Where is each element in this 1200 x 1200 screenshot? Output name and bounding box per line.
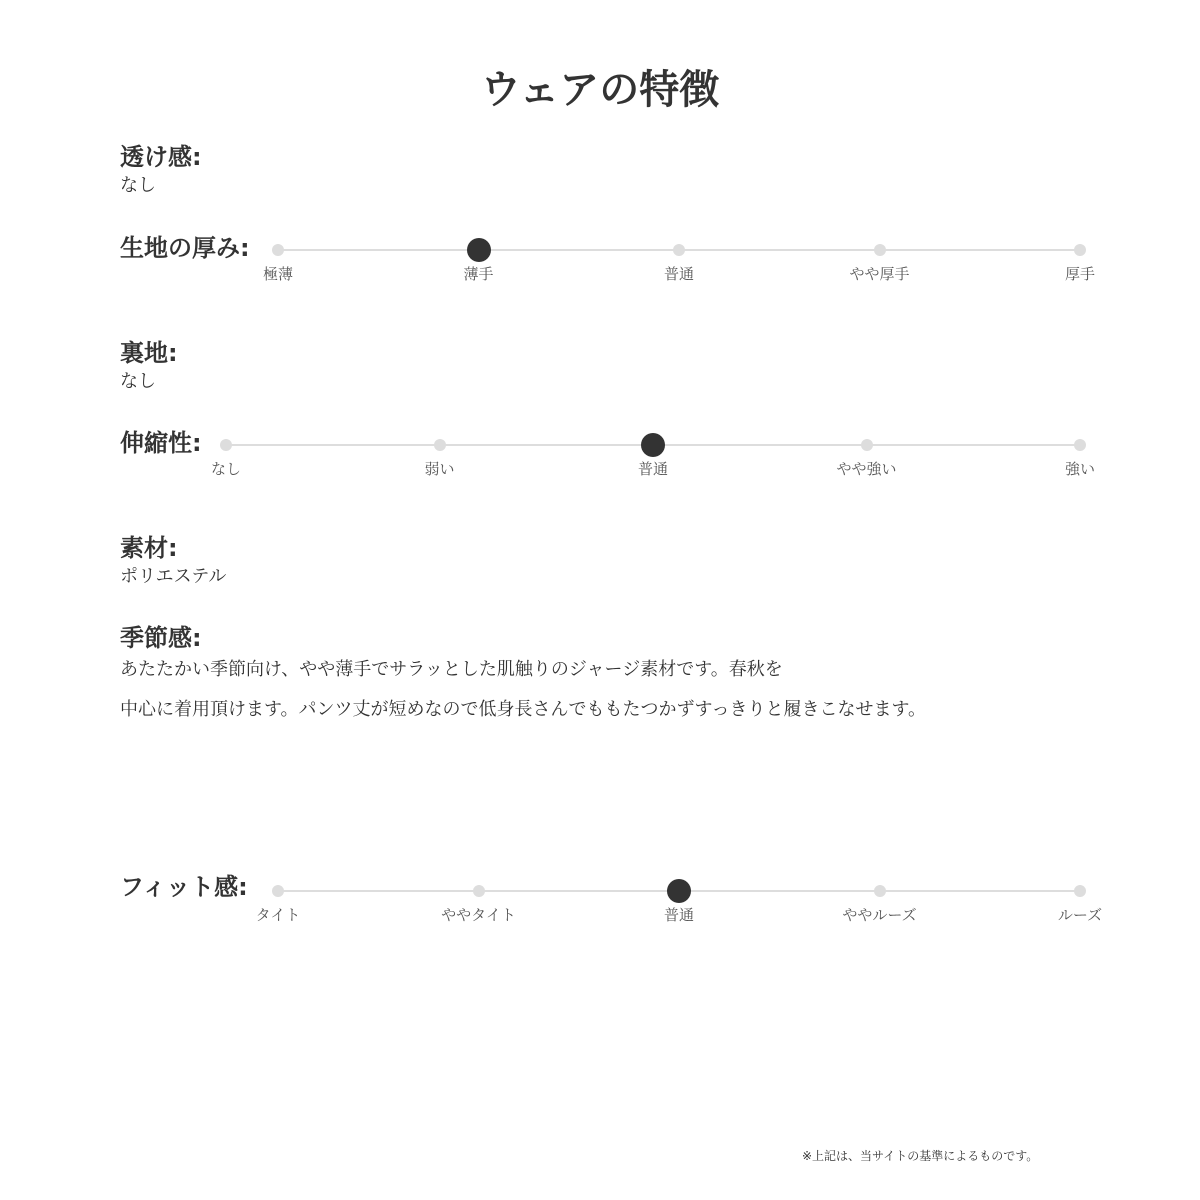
fit-scale bbox=[255, 882, 1103, 932]
material-value: ポリエステル bbox=[120, 566, 227, 587]
season-label: 季節感: bbox=[120, 624, 202, 652]
thickness-label: 生地の厚み: bbox=[120, 234, 250, 262]
season-line: あたたかい季節向け、やや薄手でサラッとした肌触りのジャージ素材です。春秋を bbox=[120, 659, 783, 680]
scale-dot bbox=[874, 885, 886, 897]
scale-dot bbox=[1074, 439, 1086, 451]
lining-label: 裏地: bbox=[120, 339, 178, 367]
season-description bbox=[120, 650, 926, 730]
scale-dot bbox=[673, 244, 685, 256]
scale-option-label: 普通 bbox=[663, 265, 695, 283]
scale-option-label: 強い bbox=[1064, 460, 1096, 478]
fit-label: フィット感: bbox=[120, 873, 248, 901]
scale-option-label: やや強い bbox=[836, 460, 897, 478]
stretch-scale bbox=[210, 436, 1096, 486]
scale-dot bbox=[220, 439, 232, 451]
thickness-scale bbox=[262, 241, 1096, 291]
scale-option-label: ややルーズ bbox=[842, 906, 917, 924]
transparency-label: 透け感: bbox=[120, 143, 202, 171]
footnote: ※上記は、当サイトの基準によるものです。 bbox=[802, 1149, 1039, 1163]
scale-option-label: 極薄 bbox=[262, 265, 294, 283]
scale-dot bbox=[861, 439, 873, 451]
scale-option-label: 弱い bbox=[424, 460, 455, 478]
scale-option-label: 薄手 bbox=[463, 265, 494, 283]
transparency-value: なし bbox=[120, 175, 156, 196]
scale-option-label: ルーズ bbox=[1057, 906, 1103, 924]
scale-dot-selected bbox=[641, 433, 665, 457]
scale-dot bbox=[473, 885, 485, 897]
scale-option-label: 普通 bbox=[663, 906, 695, 924]
scale-dot bbox=[434, 439, 446, 451]
scale-option-label: タイト bbox=[255, 906, 301, 924]
scale-dot bbox=[272, 885, 284, 897]
stretch-label: 伸縮性: bbox=[120, 429, 202, 457]
scale-dot bbox=[874, 244, 886, 256]
material-label: 素材: bbox=[120, 534, 178, 562]
scale-option-label: やや厚手 bbox=[849, 265, 910, 283]
scale-dot-selected bbox=[467, 238, 491, 262]
scale-option-label: なし bbox=[210, 460, 242, 478]
scale-dot-selected bbox=[667, 879, 691, 903]
scale-dot bbox=[1074, 885, 1086, 897]
scale-option-label: ややタイト bbox=[441, 906, 516, 924]
scale-dot bbox=[272, 244, 284, 256]
page-title: ウェアの特徴 bbox=[480, 67, 720, 113]
season-line: 中心に着用頂けます。パンツ丈が短めなので低身長さんでももたつかずすっきりと履きこなせます。 bbox=[120, 699, 927, 720]
lining-value: なし bbox=[120, 371, 156, 392]
scale-dot bbox=[1074, 244, 1086, 256]
scale-option-label: 厚手 bbox=[1064, 265, 1096, 283]
scale-option-label: 普通 bbox=[637, 460, 669, 478]
